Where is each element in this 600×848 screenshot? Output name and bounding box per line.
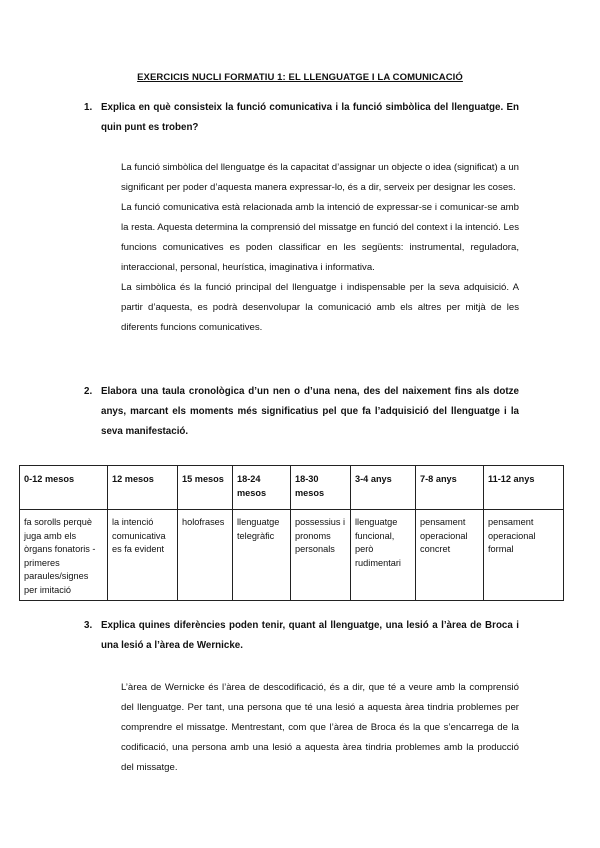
table-cell: la intenció comunicativa es fa evident [108, 510, 178, 601]
answer-1-paragraph: La simbòlica és la funció principal del llenguatge i indispensable per la seva adquisició. A partir d’aquesta, es podrà desenvolupar la comunicació amb els altres per mitjà de les diferents funcions comunicatives. [121, 282, 519, 333]
answer-3 [121, 678, 519, 778]
table-header-cell: 18-24 mesos [233, 466, 291, 510]
table-header-cell: 3-4 anys [351, 466, 416, 510]
table-header-row [20, 466, 564, 510]
table-header-cell: 0-12 mesos [20, 466, 108, 510]
question-2-number: 2. [84, 386, 93, 397]
answer-3-paragraph: L’àrea de Wernicke és l’àrea de descodificació, és a dir, que té a veure amb la comprensió del llenguatge. Per tant, una persona que té una lesió a aquesta àrea tindria problemes per comprendre el missatge. Mentrestant, com que l’àrea de Broca és la que s’encarrega de la codificació, una persona amb una lesió a aquesta àrea tindria problemes amb la producció del missatge. [121, 682, 519, 773]
table-cell: pensament operacional formal [484, 510, 564, 601]
table-header-cell: 12 mesos [108, 466, 178, 510]
table-header-cell: 11-12 anys [484, 466, 564, 510]
table-cell: holofrases [178, 510, 233, 601]
question-3-number: 3. [84, 620, 93, 631]
answer-1-paragraph: La funció comunicativa està relacionada amb la intenció de expressar-se i comunicar-se amb la resta. Aquesta determina la comprensió del missatge en funció del context i la intenció. Les funcions comunicatives es poden classificar en les següents: instrumental, reguladora, interaccional, personal, heurística, imaginativa i informativa. [121, 202, 519, 273]
table-header-cell: 18-30 mesos [291, 466, 351, 510]
question-3-text: Explica quines diferències poden tenir, quant al llenguatge, una lesió a l’àrea de Broca i una lesió a l’àrea de Wernicke. [101, 620, 519, 651]
answer-1-paragraph: La funció simbòlica del llenguatge és la capacitat d’assignar un objecte o idea (significat) a un significant per poder d’aquesta manera expressar-lo, és a dir, serveix per designar les coses. [121, 162, 519, 193]
question-1-number: 1. [84, 102, 93, 113]
question-3 [84, 616, 519, 656]
language-timeline-table [19, 465, 564, 601]
question-1 [84, 98, 519, 138]
question-2 [84, 382, 519, 442]
question-1-text: Explica en què consisteix la funció comunicativa i la funció simbòlica del llenguatge. En quin punt es troben? [101, 102, 519, 133]
table-cell: fa sorolls perquè juga amb els òrgans fonatoris - primeres paraules/signes per imitació [20, 510, 108, 601]
question-2-text: Elabora una taula cronològica d’un nen o d’una nena, des del naixement fins als dotze anys, marcant els moments més significatius pel que fa l’adquisició del llenguatge i la seva manifestació. [101, 386, 519, 437]
table-cell: possessius i pronoms personals [291, 510, 351, 601]
table-header-cell: 7-8 anys [416, 466, 484, 510]
table-cell: llenguatge funcional, però rudimentari [351, 510, 416, 601]
table-header-cell: 15 mesos [178, 466, 233, 510]
answer-1 [121, 158, 519, 338]
table-cell: llenguatge telegràfic [233, 510, 291, 601]
table-cell: pensament operacional concret [416, 510, 484, 601]
table-row [20, 510, 564, 601]
document-title: EXERCICIS NUCLI FORMATIU 1: EL LLENGUATGE I LA COMUNICACIÓ [137, 72, 463, 83]
